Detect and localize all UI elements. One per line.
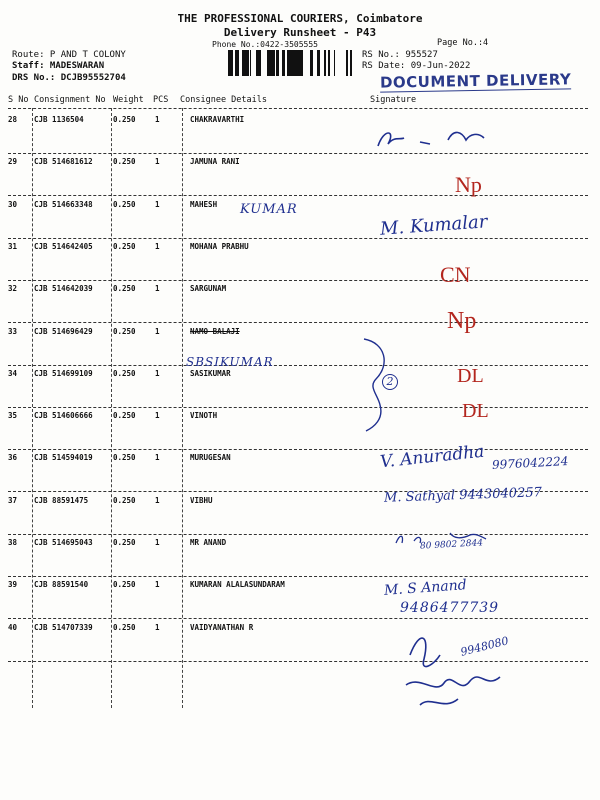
row-sno: 39	[8, 580, 18, 590]
col-consignment: Consignment No	[34, 95, 106, 105]
row-consignment-no: CJB 1136504	[34, 115, 84, 124]
rs-number: RS No.: 955527	[362, 50, 438, 60]
row-pcs: 1	[155, 199, 160, 209]
route-label: Route: P AND T COLONY	[12, 50, 126, 60]
row-sno: 34	[8, 368, 18, 378]
signature: M. S Anand	[383, 577, 468, 599]
row-sno: 28	[8, 115, 18, 124]
row-weight: 0.250	[113, 241, 136, 251]
row-sno: 38	[8, 538, 18, 547]
col-sno: S No	[8, 95, 29, 105]
row-sno: 36	[8, 453, 18, 463]
staff-label: Staff: MADESWARAN	[12, 61, 105, 71]
row-consignment-no: CJB 514642039	[34, 284, 93, 294]
row-sno: 33	[8, 326, 18, 336]
row-weight: 0.250	[113, 199, 136, 209]
row-divider	[8, 618, 588, 619]
row-pcs: 1	[155, 326, 160, 336]
row-divider	[8, 238, 588, 239]
barcode	[228, 50, 352, 76]
row-weight: 0.250	[113, 580, 136, 590]
signature-remark: Np	[447, 308, 477, 334]
row-weight: 0.250	[113, 538, 136, 547]
circled-number: 2	[382, 374, 398, 390]
row-consignee: MURUGESAN	[190, 453, 231, 463]
row-sno: 32	[8, 284, 18, 294]
row-divider	[8, 280, 588, 281]
row-weight: 0.250	[113, 622, 136, 632]
row-consignment-no: CJB 514594019	[34, 453, 93, 463]
row-consignment-no: CJB 514707339	[34, 622, 93, 632]
company-title: THE PROFESSIONAL COURIERS, Coimbatore	[177, 12, 423, 25]
row-weight: 0.250	[113, 157, 136, 167]
row-consignee: VIBHU	[190, 495, 213, 505]
signature-phone: 80 9802 2844	[419, 538, 484, 552]
row-divider	[8, 534, 588, 535]
signature-remark: DL	[457, 365, 484, 387]
row-sno: 35	[8, 411, 18, 421]
row-consignment-no: CJB 514681612	[34, 157, 93, 167]
row-consignment-no: CJB 514606666	[34, 411, 93, 421]
row-consignment-no: CJB 88591475	[34, 495, 89, 505]
row-consignee: CHAKRAVARTHI	[190, 115, 245, 124]
row-consignment-no: CJB 514695043	[34, 538, 93, 547]
row-sno: 37	[8, 495, 18, 505]
row-pcs: 1	[155, 622, 160, 632]
row-consignment-no: CJB 514663348	[34, 199, 93, 209]
row-pcs: 1	[155, 538, 160, 547]
handwritten-name-note: SBSIKUMAR	[186, 355, 274, 369]
row-pcs: 1	[155, 495, 160, 505]
row-sno: 31	[8, 241, 18, 251]
row-pcs: 1	[155, 115, 160, 124]
row-sno: 30	[8, 199, 18, 209]
row-consignment-no: CJB 514696429	[34, 326, 93, 336]
signature: M. Kumalar	[379, 211, 489, 240]
signature-phone: 9486477739	[400, 600, 500, 616]
brace-mark	[356, 335, 396, 435]
signature: V. Anuradha	[379, 441, 486, 473]
row-divider	[8, 322, 588, 323]
row-pcs: 1	[155, 453, 160, 463]
row-divider	[8, 195, 588, 196]
document-delivery-stamp: DOCUMENT DELIVERY	[379, 70, 572, 92]
page-number: Page No.:4	[437, 38, 489, 48]
col-consignee: Consignee Details	[180, 95, 267, 105]
row-consignee: NAMO BALAJI	[190, 326, 240, 336]
row-pcs: 1	[155, 411, 160, 421]
row-consignment-no: CJB 514642405	[34, 241, 93, 251]
row-weight: 0.250	[113, 411, 136, 421]
signature-phone: 9948080	[459, 634, 510, 659]
rs-date: RS Date: 09-Jun-2022	[362, 61, 471, 71]
col-signature: Signature	[370, 95, 417, 105]
row-consignee: MOHANA PRABHU	[190, 241, 249, 251]
row-consignment-no: CJB 514699109	[34, 368, 93, 378]
row-weight: 0.250	[113, 326, 136, 336]
row-sno: 29	[8, 157, 18, 167]
signature-remark: Np	[455, 172, 482, 197]
row-weight: 0.250	[113, 453, 136, 463]
drs-number: DRS No.: DCJB95552704	[12, 73, 126, 83]
row-weight: 0.250	[113, 115, 136, 124]
col-weight: Weight	[113, 95, 144, 105]
signature: M. Sathyal 9443040257	[383, 485, 543, 506]
row-pcs: 1	[155, 580, 160, 590]
row-divider	[8, 576, 588, 577]
row-consignee: SARGUNAM	[190, 284, 227, 294]
row-consignee: JAMUNA RANI	[190, 157, 240, 167]
handwritten-name-note: KUMAR	[240, 202, 298, 217]
row-consignee: VAIDYANATHAN R	[190, 622, 254, 632]
signature-remark: CN	[440, 262, 471, 287]
col-pcs: PCS	[153, 95, 169, 105]
row-divider	[8, 449, 588, 450]
signature-remark: DL	[462, 400, 489, 422]
row-weight: 0.250	[113, 284, 136, 294]
row-consignment-no: CJB 88591540	[34, 580, 89, 590]
row-pcs: 1	[155, 241, 160, 251]
header-rule	[8, 108, 588, 109]
row-divider	[8, 407, 588, 408]
row-consignee: VINOTH	[190, 411, 218, 421]
row-pcs: 1	[155, 284, 160, 294]
row-weight: 0.250	[113, 495, 136, 505]
row-pcs: 1	[155, 157, 160, 167]
row-consignee: KUMARAN ALALASUNDARAM	[190, 580, 285, 590]
signature-scribble	[400, 625, 530, 715]
row-pcs: 1	[155, 368, 160, 378]
row-consignee: MAHESH	[190, 199, 218, 209]
row-consignee: SASIKUMAR	[190, 368, 231, 378]
runsheet-title: Delivery Runsheet - P43	[223, 26, 377, 39]
signature-scribble	[390, 525, 500, 555]
row-divider	[8, 365, 588, 366]
phone-number: Phone No.:0422-3505555	[212, 40, 318, 49]
row-sno: 40	[8, 622, 18, 632]
row-weight: 0.250	[113, 368, 136, 378]
signature-scribble	[370, 118, 510, 158]
row-consignee: MR ANAND	[190, 538, 227, 547]
signature-phone: 9976042224	[491, 454, 569, 472]
